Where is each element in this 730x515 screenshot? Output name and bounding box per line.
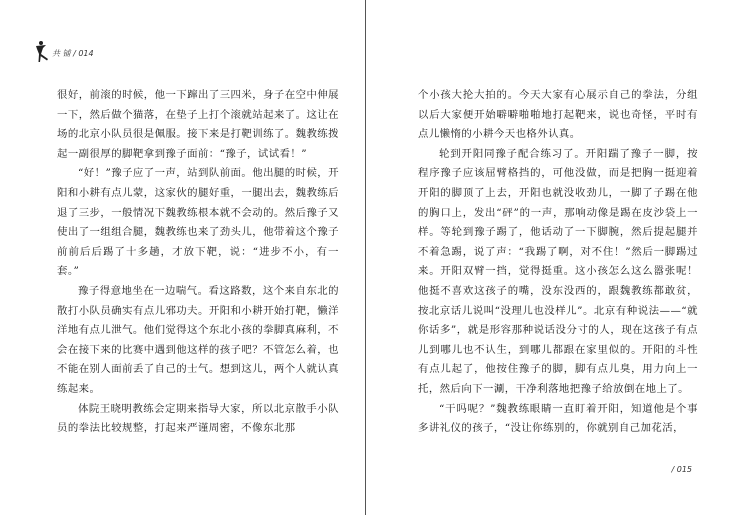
running-head [30, 40, 130, 62]
paragraph: “好！”豫子应了一声，站到队前面。他出腿的时候，开阳和小耕有点儿蒙，这家伙的腿好重，一腿出去，魏教练后退了三步，一般情况下魏教练根本就不会动的。然后豫子又使出了一组组合腿，魏教练也来了劲头儿，他带着这个豫子前前后后踢了十多趟，才放下靶，说：“进步不小，有一套。” [57, 167, 339, 278]
running-head-text: 共 铺 / 014 [52, 49, 94, 58]
paragraph: 体院王晓明教练会定期来指导大家，所以北京散手小队员的拳法比较规整，打起来严谨周密，不像东北那 [57, 402, 339, 435]
right-page-body [418, 86, 698, 439]
paragraph: 轮到开阳同豫子配合练习了。开阳踹了豫子一脚，按程序豫子应该屈臂格挡的，可他没做，而是把胸一挺迎着开阳的脚顶了上去，开阳也就没收劲儿，一脚了子踢在他的胸口上，发出“砰”的一声，那响动像是踢在皮沙袋上一样。等轮到豫子踢了，他话动了一下脚腕，然后提起腿并不着急踢，说了声：“我踢了啊，对不住！”然后一脚踢过来。开阳双臂一挡，觉得挺重。这小孩怎么这么嚣张呢！他挺不喜欢这孩子的嘴，没东没西的，跟魏教练都敢贫，按北京话儿说叫“没理儿也没样儿”。北京有种说法——“就你话多”，就是形容那种说话没分寸的人，现在这孩子有点儿到哪儿也不认生，到哪儿都跟在家里似的。开阳的斗性有点儿起了，他按住豫子的脚，脚有点儿臭，用力向上一托，然后向下一涮，干净利落地把豫子给放倒在地上了。 [418, 147, 698, 395]
paragraph: 个小孩大抡大拍的。今天大家有心展示自己的拳法，分组以后大家便开始噼噼啪啪地打起靶来，说也奇怪，平时有点儿懒惰的小耕今天也格外认真。 [418, 89, 698, 141]
martial-artist-logo-icon [30, 40, 50, 62]
paragraph: “干吗呢？”魏教练眼睛一直盯着开阳，知道他是个事多讲礼仪的孩子，“没让你练别的，你就别自己加花活， [418, 402, 698, 435]
paragraph: 很好，前滚的时候，他一下蹿出了三四米，身子在空中伸展一下，然后做个猫落，在垫子上打个滚就站起来了。这让在场的北京小队员很是佩服。接下来是打靶训练了。魏教练拨起一副很厚的脚靶拿到豫子面前：“豫子，试试看！” [57, 89, 339, 160]
page-number: / 015 [671, 465, 692, 474]
paragraph: 豫子得意地坐在一边喘气。看这路数，这个来自东北的散打小队员确实有点儿邪功夫。开阳和小耕开始打靶，懒洋洋地有点儿泄气。他们觉得这个东北小孩的拳脚真麻利，不会在接下来的比赛中遇到他这样的孩子吧？不管怎么着，也不能在别人面前丢了自己的士气。想到这儿，两个人就认真练起来。 [57, 284, 339, 395]
right-page [366, 0, 730, 515]
left-page-body [57, 86, 339, 439]
